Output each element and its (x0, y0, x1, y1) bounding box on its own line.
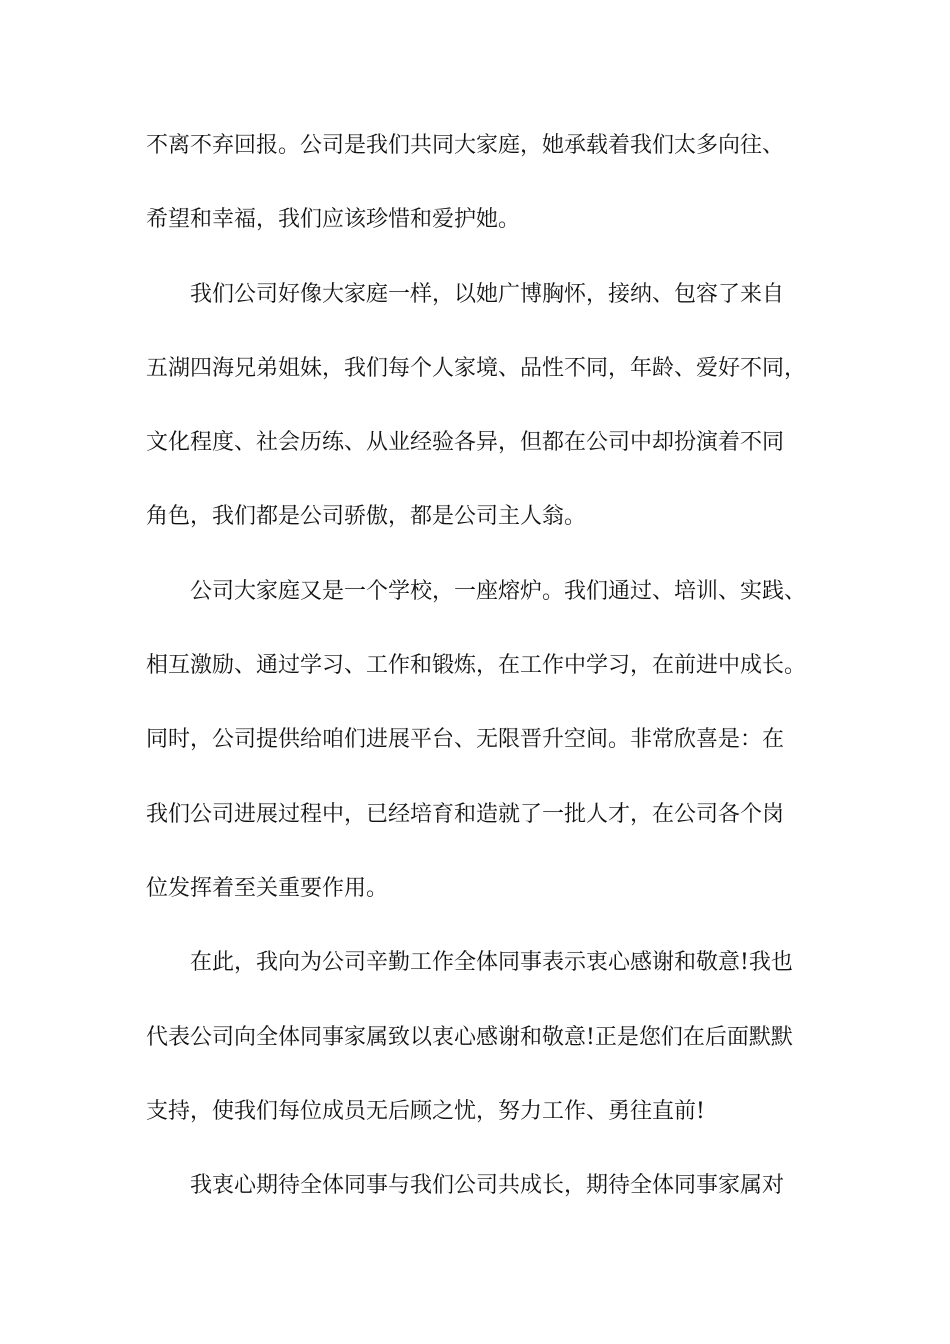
text-line: 相互激励、通过学习、工作和锻炼，在工作中学习，在前进中成长。 (146, 653, 807, 678)
paragraph-first-line: 在此，我向为公司辛勤工作全体同事表示衷心感谢和敬意!我也 (190, 950, 793, 975)
paragraph-first-line: 公司大家庭又是一个学校，一座熔炉。我们通过、培训、实践、 (190, 579, 807, 604)
paragraph-first-line: 我衷心期待全体同事与我们公司共成长，期待全体同事家属对 (190, 1173, 785, 1198)
text-line: 文化程度、社会历练、从业经验各异，但都在公司中却扮演着不同 (146, 430, 785, 455)
text-line: 我们公司进展过程中，已经培育和造就了一批人才，在公司各个岗 (146, 802, 785, 827)
text-line: 不离不弃回报。公司是我们共同大家庭，她承载着我们太多向往、 (146, 133, 785, 158)
text-line: 同时，公司提供给咱们进展平台、无限晋升空间。非常欣喜是：在 (146, 727, 785, 752)
text-line: 代表公司向全体同事家属致以衷心感谢和敬意!正是您们在后面默默 (146, 1025, 793, 1050)
text-line: 角色，我们都是公司骄傲，都是公司主人翁。 (146, 504, 587, 529)
text-line: 支持，使我们每位成员无后顾之忧，努力工作、勇往直前! (146, 1099, 705, 1124)
text-line: 希望和幸福，我们应该珍惜和爱护她。 (146, 207, 521, 232)
text-line: 五湖四海兄弟姐妹，我们每个人家境、品性不同，年龄、爱好不同， (146, 356, 807, 381)
paragraph-first-line: 我们公司好像大家庭一样，以她广博胸怀，接纳、包容了来自 (190, 282, 785, 307)
text-line: 位发挥着至关重要作用。 (146, 876, 389, 901)
